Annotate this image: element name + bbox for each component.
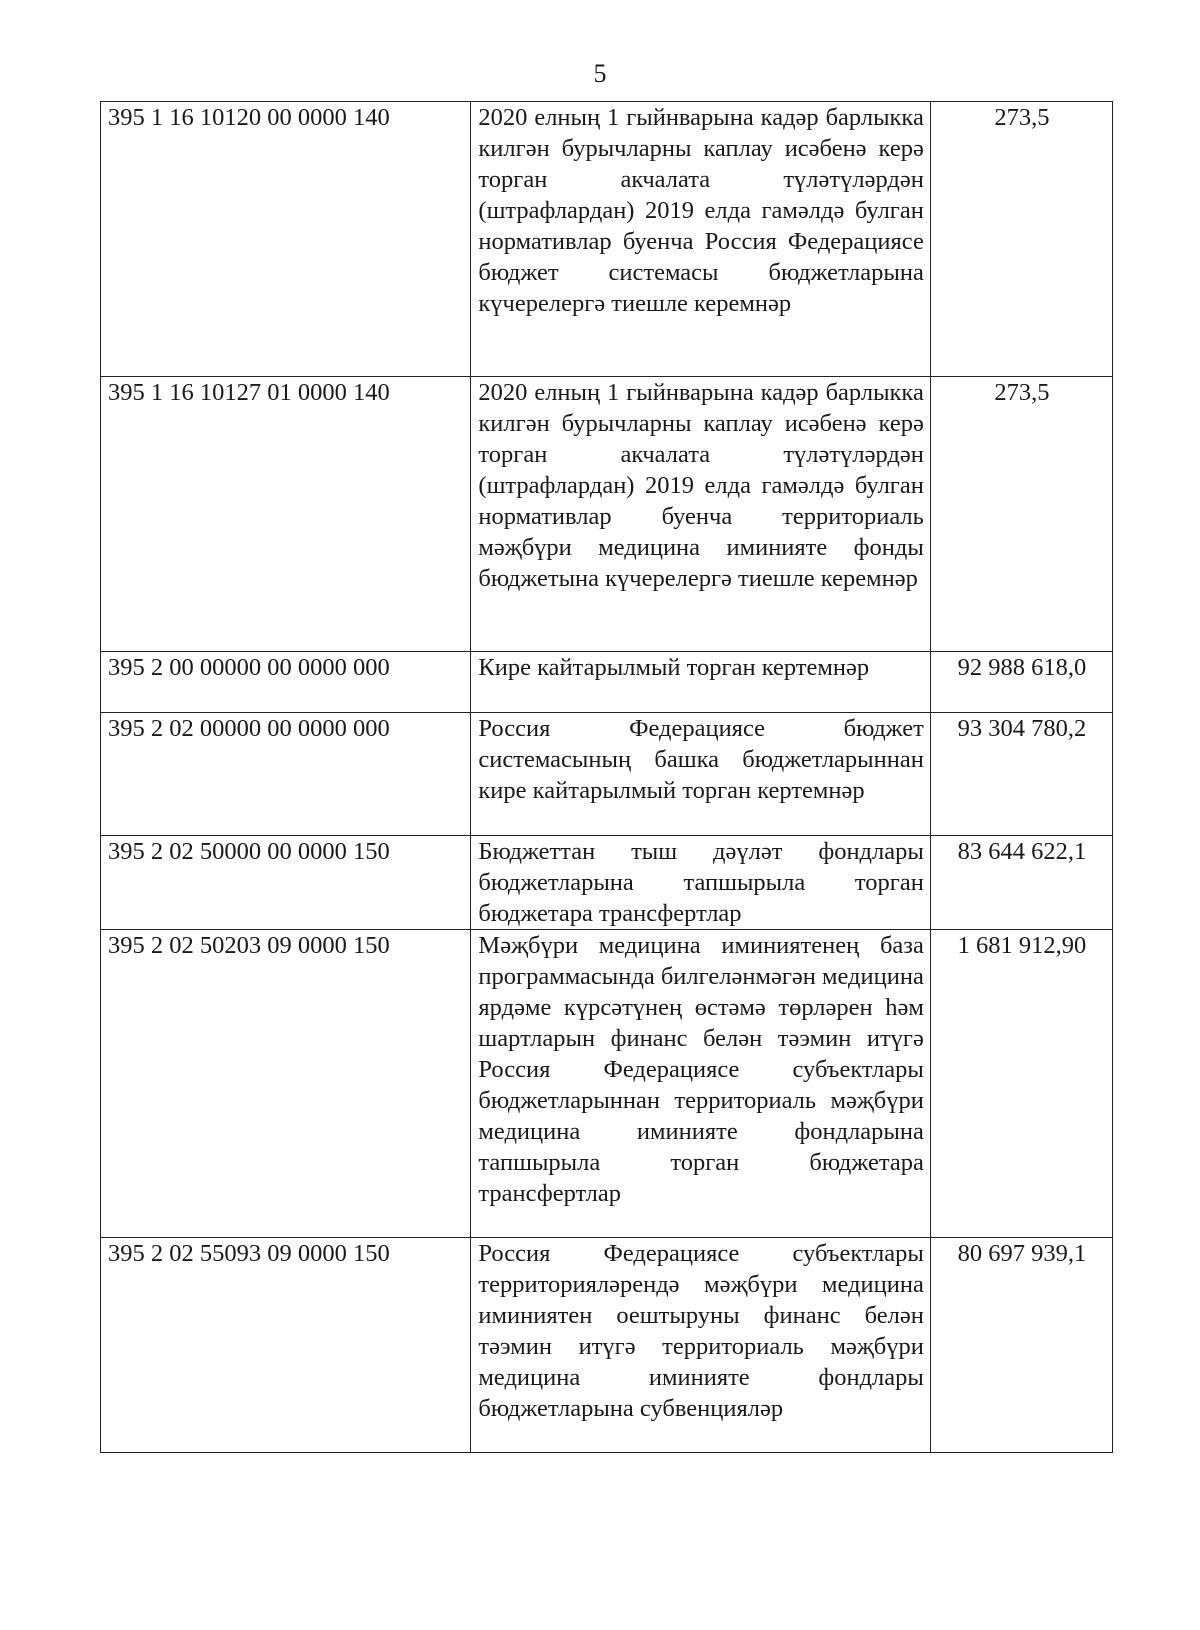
amount: 83 644 622,1 [930, 836, 1112, 930]
budget-code: 395 2 02 50203 09 0000 150 [101, 930, 471, 1238]
table-row [101, 713, 1113, 836]
amount: 273,5 [930, 377, 1112, 652]
budget-code: 395 2 02 00000 00 0000 000 [101, 713, 471, 836]
table-row [101, 102, 1113, 377]
budget-code: 395 1 16 10127 01 0000 140 [101, 377, 471, 652]
amount: 92 988 618,0 [930, 652, 1112, 713]
budget-code: 395 1 16 10120 00 0000 140 [101, 102, 471, 377]
income-description: Россия Федерациясе бюджет системасының башка бюджетларыннан кире кайтарылмый торган кертемнәр [471, 713, 930, 836]
budget-code: 395 2 02 50000 00 0000 150 [101, 836, 471, 930]
budget-table [100, 101, 1113, 1453]
income-description: Мәҗбүри медицина иминиятенең база программасында билгеләнмәгән медицина ярдәме күрсәтүнең өстәмә төрләрен һәм шартларын финанс белән тәэмин итүгә Россия Федерациясе субъектлары бюджетларыннан территориаль мәҗбүри медицина иминияте фондларына тапшырыла торган бюджетара трансфертлар [471, 930, 930, 1238]
amount: 80 697 939,1 [930, 1238, 1112, 1453]
table-row [101, 1238, 1113, 1453]
budget-code: 395 2 02 55093 09 0000 150 [101, 1238, 471, 1453]
income-description: Бюджеттан тыш дәүләт фондлары бюджетларына тапшырыла торган бюджетара трансфертлар [471, 836, 930, 930]
table-row [101, 377, 1113, 652]
income-description: 2020 елның 1 гыйнварына кадәр барлыкка килгән бурычларны каплау исәбенә керә торган акчалата түләтүләрдән (штрафлардан) 2019 елда гамәлдә булган нормативлар буенча территориаль мәҗбүри медицина иминияте фонды бюджетына күчерелергә тиешле керемнәр [471, 377, 930, 652]
table-row [101, 836, 1113, 930]
amount: 93 304 780,2 [930, 713, 1112, 836]
income-description: 2020 елның 1 гыйнварына кадәр барлыкка килгән бурычларны каплау исәбенә керә торган акчалата түләтүләрдән (штрафлардан) 2019 елда гамәлдә булган нормативлар буенча Россия Федерациясе бюджет системасы бюджетларына күчерелергә тиешле керемнәр [471, 102, 930, 377]
budget-code: 395 2 00 00000 00 0000 000 [101, 652, 471, 713]
amount: 1 681 912,90 [930, 930, 1112, 1238]
page-number: 5 [593, 59, 607, 88]
table-row [101, 652, 1113, 713]
table-row [101, 930, 1113, 1238]
amount: 273,5 [930, 102, 1112, 377]
income-description: Кире кайтарылмый торган кертемнәр [471, 652, 930, 713]
income-description: Россия Федерациясе субъектлары территорияләрендә мәҗбүри медицина иминиятен оештыруны финанс белән тәэмин итүгә территориаль мәҗбүри медицина иминияте фондлары бюджетларына субвенцияләр [471, 1238, 930, 1453]
